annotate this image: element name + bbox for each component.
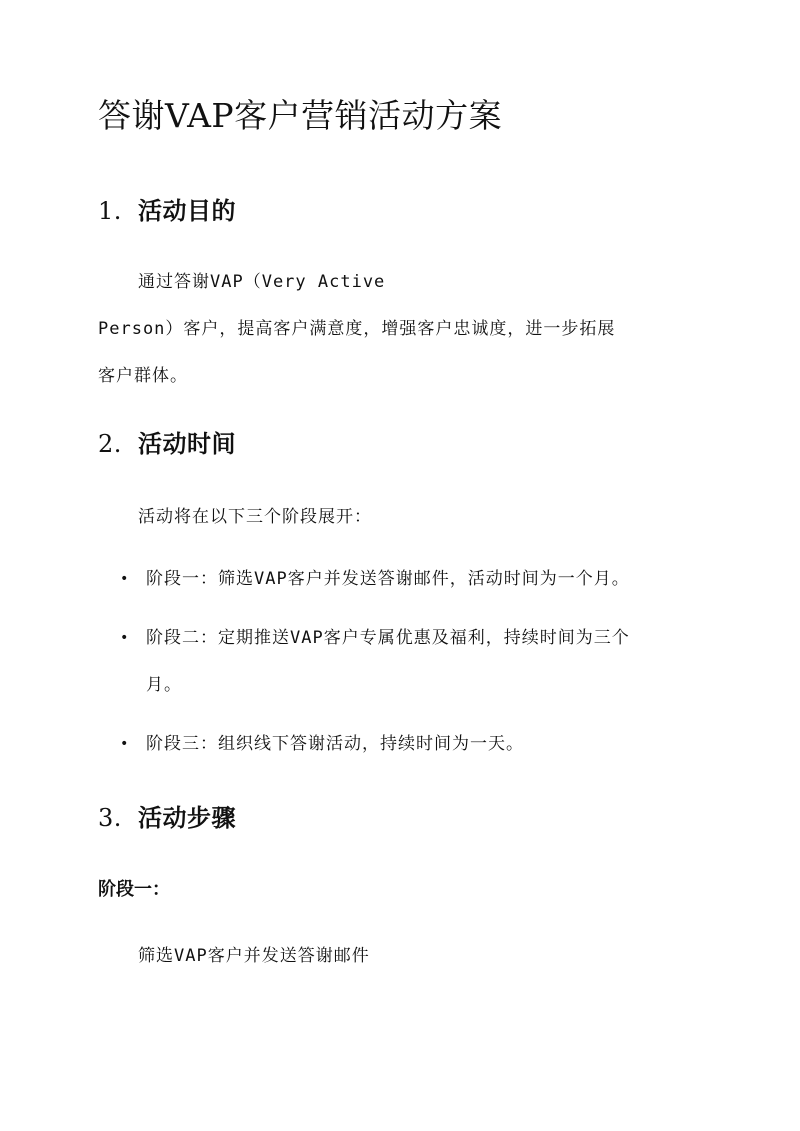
stage-list [98, 556, 718, 768]
section-2-title: 活动时间 [138, 429, 236, 458]
list-item-text: 月。 [146, 675, 182, 695]
bullet-icon: • [120, 630, 130, 646]
section-1-number: 1. [98, 197, 122, 225]
section-2-intro [98, 494, 698, 541]
paragraph-line: 客户群体。 [98, 366, 188, 386]
document-title: 答谢VAP客户营销活动方案 [98, 96, 503, 135]
intro-line: 活动将在以下三个阶段展开： [138, 507, 372, 527]
list-item-text: 阶段二：定期推送VAP客户专属优惠及福利，持续时间为三个 [146, 628, 630, 648]
section-1-paragraph [98, 259, 698, 400]
stage-one-label: 阶段一： [98, 879, 170, 900]
section-3-number: 3. [98, 804, 122, 832]
paragraph-line: 通过答谢VAP（Very Active [138, 272, 386, 292]
stage-one-paragraph [98, 933, 698, 980]
section-1-heading [98, 197, 236, 226]
list-item-text: 阶段一：筛选VAP客户并发送答谢邮件，活动时间为一个月。 [146, 569, 630, 589]
section-2-number: 2. [98, 430, 122, 458]
section-2-heading [98, 430, 236, 459]
list-item [98, 721, 718, 768]
bullet-icon: • [120, 736, 130, 752]
list-item-text: 阶段三：组织线下答谢活动，持续时间为一天。 [146, 734, 524, 754]
section-1-title: 活动目的 [138, 196, 236, 225]
stage-one-text: 筛选VAP客户并发送答谢邮件 [138, 946, 370, 966]
section-3-title: 活动步骤 [138, 803, 236, 832]
list-item [98, 615, 718, 709]
paragraph-line: Person）客户，提高客户满意度，增强客户忠诚度，进一步拓展 [98, 319, 616, 339]
list-item [98, 556, 718, 603]
section-3-heading [98, 804, 236, 833]
bullet-icon: • [120, 571, 130, 587]
